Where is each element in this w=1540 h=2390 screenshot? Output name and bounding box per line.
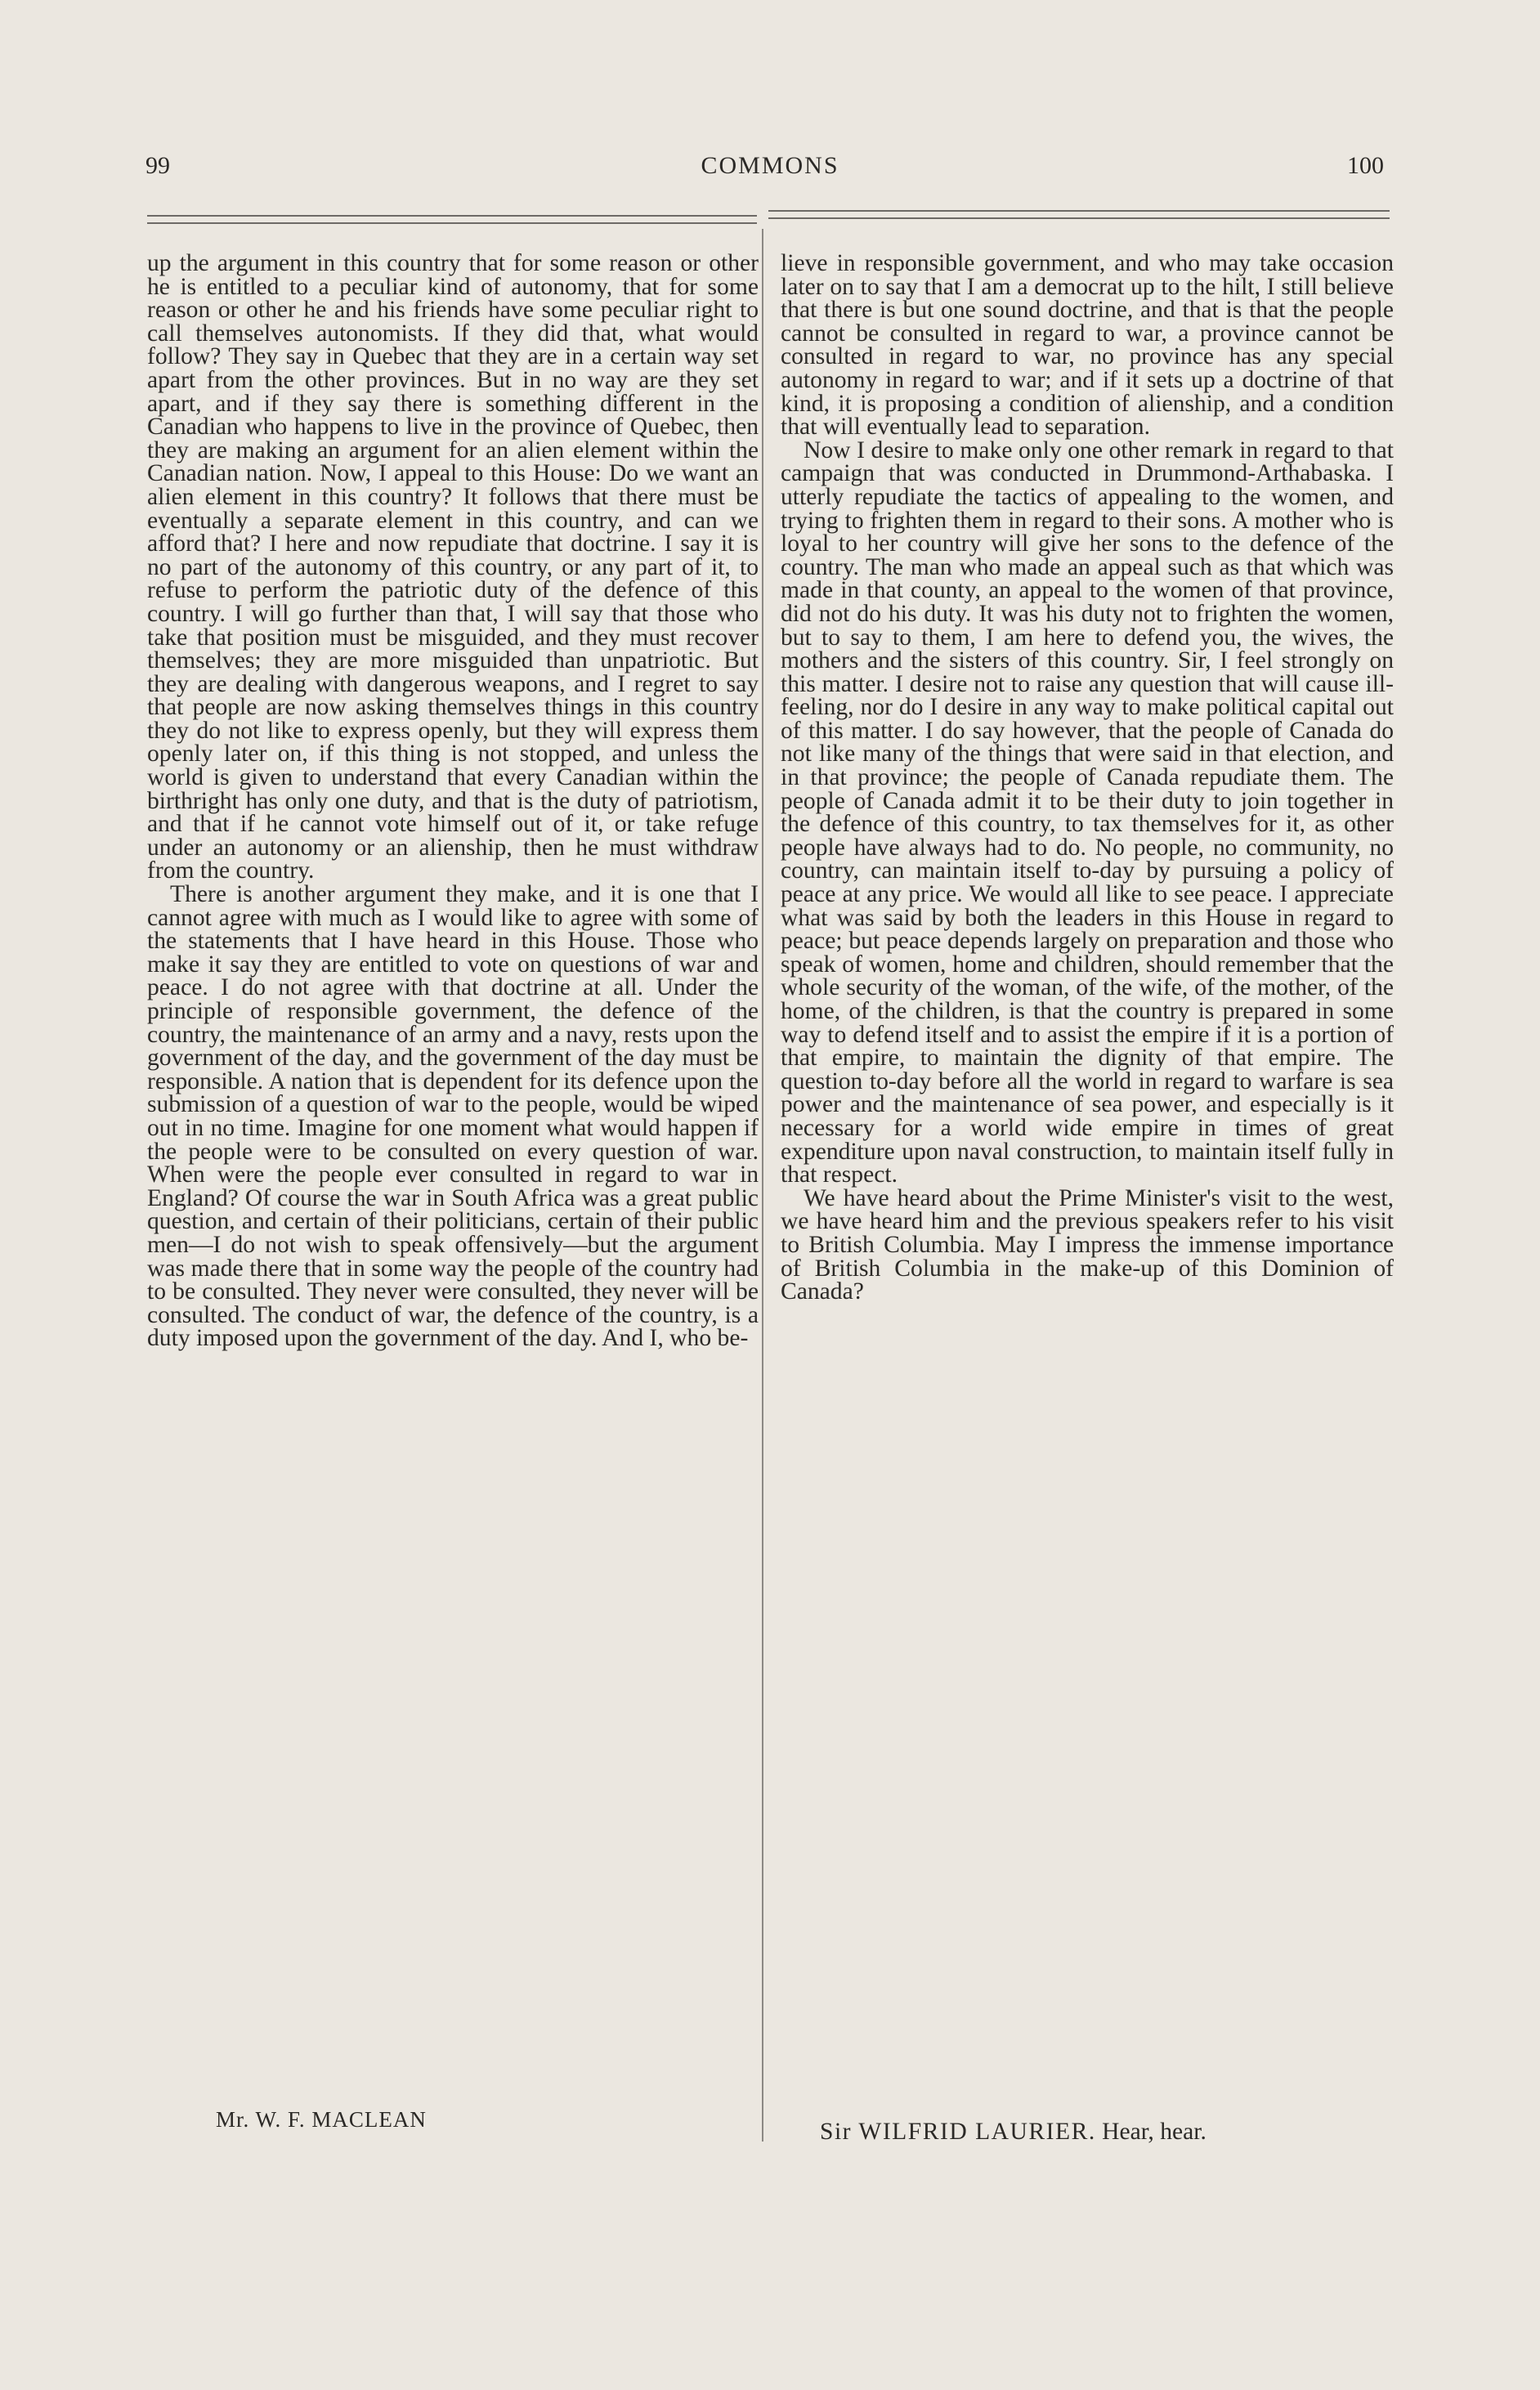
page-header-title: COMMONS bbox=[701, 152, 839, 179]
header-rule-left-top bbox=[147, 215, 757, 217]
column-divider bbox=[762, 229, 763, 2142]
footer-running-head: Mr. W. F. MACLEAN bbox=[216, 2107, 427, 2132]
right-paragraph-1: lieve in responsible government, and who may take occasion later on to say that I am a democrat up to the hilt, I still believe that there is but one sound doctrine, and that is that the people cannot be consulted in regard to war, a province cannot be consulted in regard to war, no province has any special autonomy in regard to war; and if it sets up a doctrine of that kind, it is proposing a condition of alienship, and a condition that will eventually lead to separation. bbox=[781, 250, 1394, 441]
header-rule-right-bottom bbox=[768, 217, 1390, 219]
speaker-name: Sir WILFRID LAURIER. bbox=[820, 2119, 1096, 2145]
left-paragraph-1: up the argument in this country that for some reason or other he is entitled to a peculiar kind of autonomy, that for some reason or other he and his friends have some peculiar right to call themselves autonomists. If they did that, what would follow? They say in Quebec that they are in a certain way set apart from the other provinces. But in no way are they set apart, and if they say there is something different in the Canadian who happens to live in the province of Quebec, then they are making an argument for an alien element within the Canadian nation. Now, I appeal to this House: Do we want an alien element in this country? It follows that there must be eventually a separate element in this country, and can we afford that? I here and now repudiate that doctrine. I say it is no part of the autonomy of this country, or any part of it, to refuse to perform the patriotic duty of the defence of this country. I will go further than that, I will say that those who take that position must be misguided, and they must recover themselves; they are more misguided than unpatriotic. But they are dealing with dangerous weapons, and I regret to say that people are now asking themselves things in this country they do not like to express openly, but they will express them openly later on, if this thing is not stopped, and unless the world is given to understand that every Canadian within the birthright has only one duty, and that is the duty of patriotism, and that if he cannot vote himself out of it, or take refuge under an autonomy or an alienship, then he must withdraw from the country. bbox=[147, 250, 759, 884]
speaker-speech: Hear, hear. bbox=[1102, 2119, 1206, 2145]
right-paragraph-2: Now I desire to make only one other remark in regard to that campaign that was conducted in Drummond-Arthabaska. I utterly repudiate the tactics of appealing to the women, and trying to frighten them in regard to their sons. A mother who is loyal to her country will give her sons to the defence of the country. The man who made an appeal such as that which was made in that county, an appeal to the women of that province, did not do his duty. It was his duty not to frighten the women, but to say to them, I am here to defend you, the wives, the mothers and the sisters of this country. Sir, I feel strongly on this matter. I desire not to raise any question that will cause ill-feeling, nor do I desire in any way to make political capital out of this matter. I do say however, that the people of Canada do not like many of the things that were said in that election, and in that province; the people of Canada repudiate them. The people of Canada admit it to be their duty to join together in the defence of this country, to tax themselves for it, as other people have always had to do. No people, no community, no country, can maintain itself to-day by pursuing a policy of peace at any price. We would all like to see peace. I appreciate what was said by both the leaders in this House in regard to peace; but peace depends largely on preparation and those who speak of women, home and children, should remember that the whole security of the woman, of the wife, of the mother, of the home, of the children, is that the country is prepared in some way to defend itself and to assist the empire if it is a portion of that empire, to maintain the dignity of that empire. The question to-day before all the world in regard to warfare is sea power and the maintenance of sea power, and especially is it necessary for a world wide empire in times of great expenditure upon naval construction, to maintain itself fully in that respect. bbox=[781, 436, 1394, 1188]
page-number-left: 99 bbox=[145, 152, 170, 179]
speaker-line bbox=[820, 2119, 1206, 2146]
right-paragraph-3: We have heard about the Prime Minister's visit to the west, we have heard him and the previous speakers refer to his visit to British Columbia. May I impress the immense importance of British Columbia in the make-up of this Dominion of Canada? bbox=[781, 1184, 1394, 1305]
header-rule-right-top bbox=[768, 210, 1390, 212]
left-paragraph-2: There is another argument they make, and it is one that I cannot agree with much as I would like to agree with some of the statements that I have heard in this House. Those who make it say they are entitled to vote on questions of war and peace. I do not agree with that doctrine at all. Under the principle of responsible government, the defence of the country, the maintenance of an army and a navy, rests upon the government of the day, and the government of the day must be responsible. A nation that is dependent for its defence upon the submission of a question of war to the people, would be wiped out in no time. Imagine for one moment what would happen if the people were to be consulted on every question of war. When were the people ever consulted in regard to war in England? Of course the war in South Africa was a great public question, and certain of their politicians, certain of their public men—I do not wish to speak offensively—but the argument was made there that in some way the people of the country had to be consulted. They never were consulted, they never will be consulted. The conduct of war, the defence of the country, is a duty imposed upon the government of the day. And I, who be- bbox=[147, 881, 759, 1352]
left-column bbox=[147, 252, 759, 1350]
header-rule-left-bottom bbox=[147, 222, 757, 224]
page-number-right: 100 bbox=[1347, 152, 1384, 179]
right-column bbox=[781, 252, 1394, 1304]
